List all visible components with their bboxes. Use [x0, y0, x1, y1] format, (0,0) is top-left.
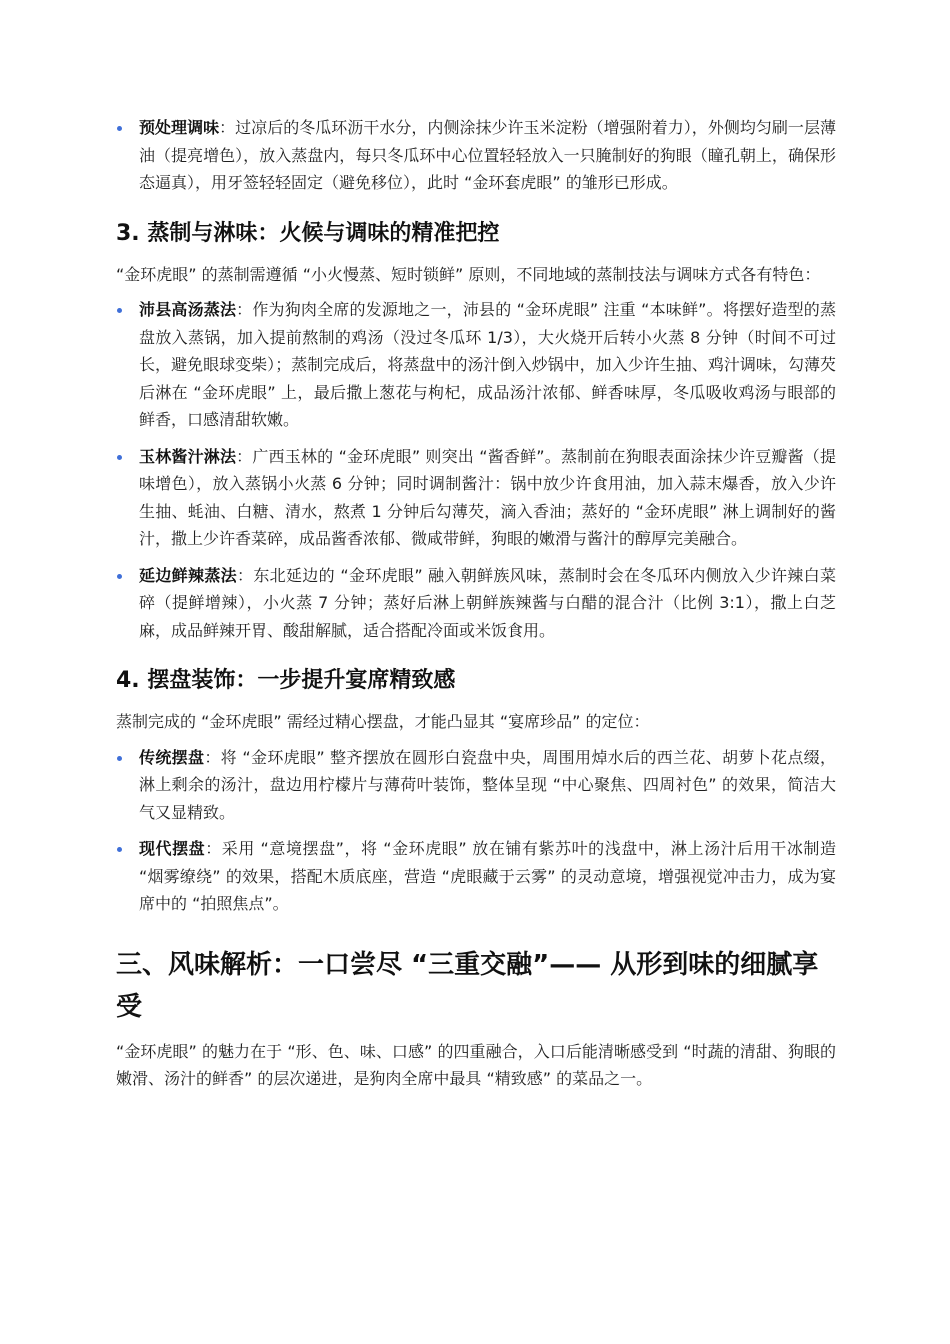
bullet-term: 预处理调味 [139, 118, 220, 137]
bullet-term: 传统摆盘 [139, 747, 205, 767]
bullet-text: ：将 “金环虎眼” 整齐摆放在圆形白瓷盘中央，周围用焯水后的西兰花、胡萝卜花点缀，淋上剩余的汤汁，盘边用柠檬片与薄荷叶装饰，整体呈现 “中心聚焦、四周衬色” 的效果，简洁大气又显精致。 [139, 747, 836, 822]
bullet-term: 延边鲜辣蒸法 [139, 565, 237, 585]
list-item [116, 835, 836, 918]
list-item [116, 296, 836, 434]
list-item [116, 114, 836, 197]
bullet-term: 沛县高汤蒸法 [139, 300, 237, 319]
bullet-text: ：作为狗肉全席的发源地之一，沛县的 “金环虎眼” 注重 “本味鲜”。将摆好造型的蒸盘放入蒸锅，加入提前熬制的鸡汤（没过冬瓜环 1/3），大火烧开后转小火蒸 8 分钟（时间不可过长，避免眼球变柴）；蒸制完成后，将蒸盘中的汤汁倒入炒锅中，加入少许生抽、鸡汁调味，勾薄芡后淋在 “金环虎眼” 上，最后撒上葱花与枸杞，成品汤汁浓郁、鲜香味厚，冬瓜吸收鸡汤与眼部的鲜香，口感清甜软嫩。 [139, 300, 836, 429]
section-heading-steaming: 3. 蒸制与淋味：火候与调味的精准把控 [116, 220, 500, 246]
bullet-text: ：采用 “意境摆盘”，将 “金环虎眼” 放在铺有紫苏叶的浅盘中，淋上汤汁后用干冰制造 “烟雾缭绕” 的效果，搭配木质底座，营造 “虎眼藏于云雾” 的灵动意境，增强视觉冲击力，成为宴席中的 “拍照焦点”。 [139, 839, 836, 913]
plating-bullet-list [116, 744, 836, 918]
bullet-term: 现代摆盘 [139, 839, 206, 858]
bullet-text: ：广西玉林的 “金环虎眼” 则突出 “酱香鲜”。蒸制前在狗眼表面涂抹少许豆瓣酱（提味增色），放入蒸锅小火蒸 6 分钟；同时调制酱汁：锅中放少许食用油，加入蒜末爆香，放入少许生抽、蚝油、白糖、清水，熬煮 1 分钟后勾薄芡，滴入香油；蒸好的 “金环虎眼” 淋上调制好的酱汁，撒上少许香菜碎，成品酱香浓郁、微咸带鲜，狗眼的嫩滑与酱汁的醇厚完美融合。 [139, 446, 836, 548]
list-item [116, 562, 836, 645]
part-intro-flavor: “金环虎眼” 的魅力在于 “形、色、味、口感” 的四重融合，入口后能清晰感受到 “时蔬的清甜、狗眼的嫩滑、汤汁的鲜香” 的层次递进，是狗肉全席中最具 “精致感” 的菜品之一。 [116, 1041, 836, 1088]
bullet-term: 玉林酱汁淋法 [139, 446, 237, 466]
section-intro-steaming: “金环虎眼” 的蒸制需遵循 “小火慢蒸、短时锁鲜” 原则，不同地域的蒸制技法与调味方式各有特色： [116, 264, 821, 284]
document-page [116, 114, 836, 1101]
list-item [116, 744, 836, 827]
bullet-text: ：过凉后的冬瓜环沥干水分，内侧涂抹少许玉米淀粉（增强附着力），外侧均匀刷一层薄油（提亮增色），放入蒸盘内，每只冬瓜环中心位置轻轻放入一只腌制好的狗眼（瞳孔朝上，确保形态逼真），用牙签轻轻固定（避免移位），此时 “金环套虎眼” 的雏形已形成。 [139, 118, 836, 192]
part-heading-flavor: 三、风味解析：一口尝尽 “三重交融”—— 从形到味的细腻享受 [116, 949, 819, 1022]
intro-bullet-list [116, 114, 836, 197]
section-heading-plating: 4. 摆盘装饰：一步提升宴席精致感 [116, 668, 456, 693]
bullet-text: ：东北延边的 “金环虎眼” 融入朝鲜族风味，蒸制时会在冬瓜环内侧放入少许辣白菜碎（提鲜增辣），小火蒸 7 分钟；蒸好后淋上朝鲜族辣酱与白醋的混合汁（比例 3:1），撒上白芝麻，成品鲜辣开胃、酸甜解腻，适合搭配冷面或米饭食用。 [139, 565, 836, 640]
section-intro-plating: 蒸制完成的 “金环虎眼” 需经过精心摆盘，才能凸显其 “宴席珍品” 的定位： [116, 712, 650, 731]
list-item [116, 443, 836, 553]
steaming-bullet-list [116, 296, 836, 644]
